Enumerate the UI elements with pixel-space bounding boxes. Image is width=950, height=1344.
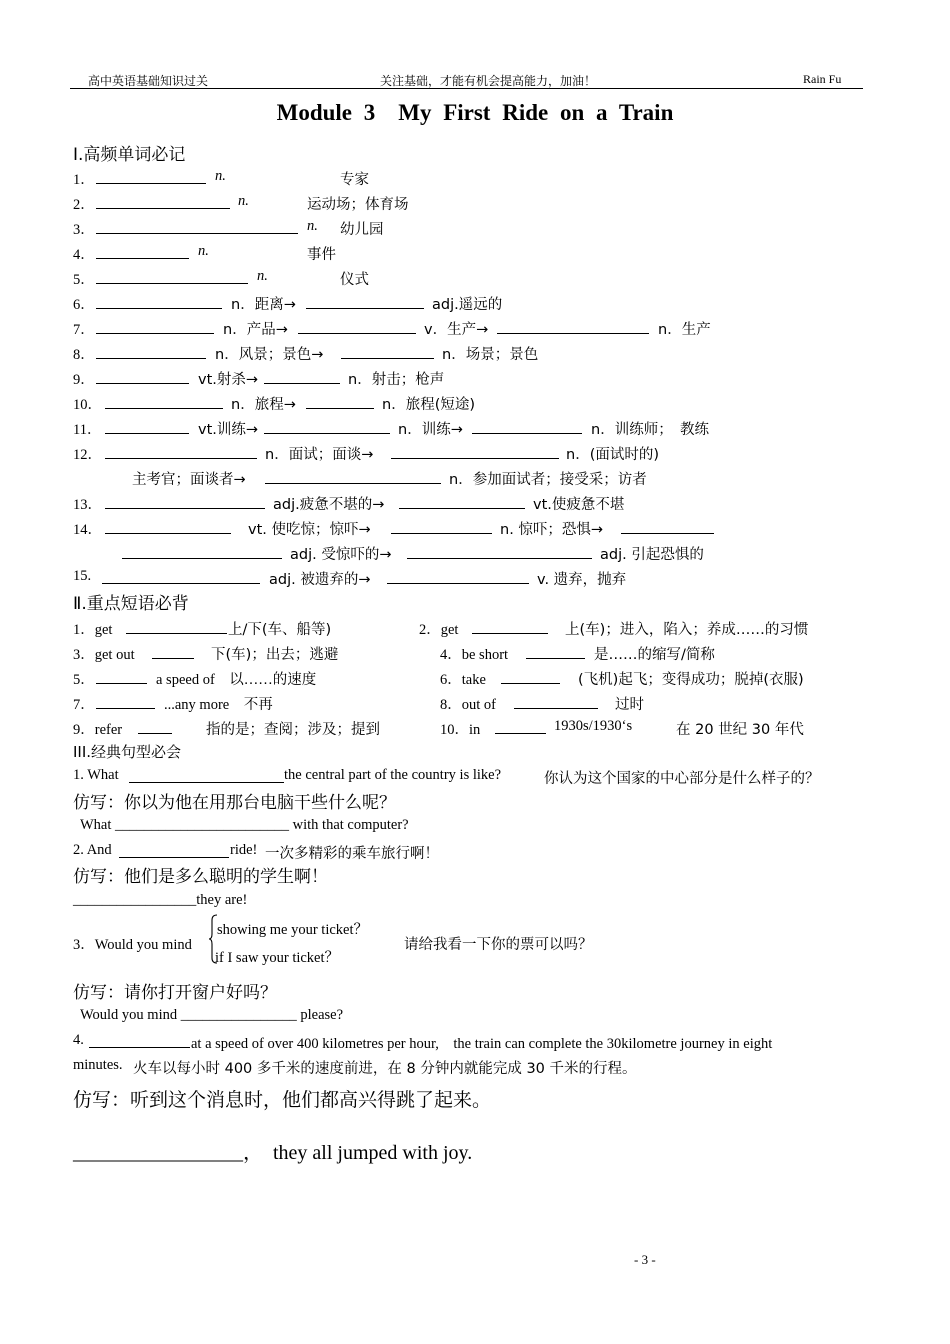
answer-blank [96,358,206,359]
answer-blank [495,733,546,734]
imitation-4-prompt: 仿写：听到这个消息时，他们都高兴得跳了起来。 [73,1089,492,1111]
vocab-num: 9． [73,372,95,388]
sentence-1-start: 1. What [73,767,119,783]
phrase-meaning: ...any more 不再 [164,697,273,713]
imitation-4-answer: _________________， they all jumped with joy. [73,1142,473,1164]
page-number: - 3 - [634,1252,656,1267]
phrase-meaning: 上(车)；进入，陷入；养成……的习惯 [565,622,809,638]
imitation-1-answer: What ________________________ with that computer? [80,817,409,833]
answer-blank [514,708,598,709]
sentence-2-translation: 一次多精彩的乘车旅行啊！ [265,846,439,862]
phrase-meaning: (飞机)起飞；变得成功；脱掉(衣服) [578,672,804,688]
answer-blank [306,408,374,409]
vocab-def: n．面试；面谈→ [265,447,374,463]
answer-blank [472,433,582,434]
vocab-def: n．射击；枪声 [348,372,445,388]
answer-blank [105,458,257,459]
header-right: Rain Fu [803,72,842,86]
vocab-num: 11． [73,422,102,438]
vocab-def: adj.疲惫不堪的→ [273,497,385,513]
answer-blank [122,558,282,559]
vocab-def: n．旅程(短途) [382,397,476,413]
sentence-4-rest: at a speed of over 400 kilometres per hour, the train can complete the 30kilometre journey in eight [191,1036,773,1052]
answer-blank [265,483,441,484]
answer-blank [102,583,260,584]
vocab-def: n. 惊吓；恐惧→ [500,522,604,538]
vocab-num: 6． [73,297,95,313]
imitation-2-answer: _________________they are! [73,892,248,908]
vocab-num: 14． [73,522,102,538]
vocab-pos: n. [215,168,226,184]
section-vocab-heading: Ⅰ.高频单词必记 [73,145,186,165]
sentence-1-translation: 你认为这个国家的中心部分是什么样子的？ [544,771,820,787]
answer-blank [138,733,172,734]
vocab-def: v. 遗弃，抛弃 [537,572,627,588]
answer-blank [621,533,714,534]
vocab-num: 7． [73,322,95,338]
answer-blank [501,683,560,684]
answer-blank [89,1047,190,1048]
sentence-4-translation: 火车以每小时 400 多千米的速度前进，在 8 分钟内就能完成 30 千米的行程。 [133,1061,637,1077]
phrase-meaning: 在 20 世纪 30 年代 [676,722,804,738]
vocab-def: adj.遥远的 [432,297,503,313]
phrase-meaning: 过时 [615,697,644,713]
phrase-prefix: 10．in [440,722,481,738]
vocab-def: n．参加面试者；接受采；访者 [449,472,647,488]
answer-blank [96,383,189,384]
answer-blank [399,508,525,509]
answer-blank [96,183,206,184]
phrase-prefix: 9．refer [73,722,123,738]
vocab-num: 1． [73,172,95,188]
answer-blank [298,333,416,334]
answer-blank [387,583,529,584]
phrase-meaning: 上/下(车、船等) [228,622,332,638]
vocab-num: 3． [73,222,95,238]
vocab-def: n．训练师； 教练 [591,422,709,438]
answer-blank [96,208,230,209]
vocab-def: vt.使疲惫不堪 [533,497,625,513]
answer-blank [105,433,189,434]
vocab-num: 10． [73,397,102,413]
vocab-meaning: 运动场；体育场 [307,197,409,213]
vocab-meaning: 专家 [340,172,369,188]
answer-blank [96,308,222,309]
vocab-def: vt.训练→ [198,422,259,438]
answer-blank [119,857,229,858]
phrase-meaning: 1930s/1930‘s [554,718,633,734]
vocab-meaning: 幼儿园 [340,222,384,238]
vocab-pos: n. [198,243,209,259]
header-rule [70,88,863,89]
vocab-def: n．生产 [658,322,711,338]
vocab-num: 8． [73,347,95,363]
vocab-def: v．生产→ [424,322,489,338]
vocab-meaning: 事件 [307,247,336,263]
sentence-1-rest: the central part of the country is like? [284,767,502,783]
answer-blank [96,333,214,334]
imitation-3-prompt: 仿写：请你打开窗户好吗？ [73,983,277,1003]
answer-blank [407,558,592,559]
vocab-pos: n. [238,193,249,209]
answer-blank [472,633,548,634]
phrase-meaning: 下(车)；出去；逃避 [211,647,339,663]
vocab-def: vt.射杀→ [198,372,259,388]
answer-blank [96,683,147,684]
vocab-def: 主考官；面谈者→ [132,472,246,488]
answer-blank [126,633,227,634]
page-title: Module 3 My First Ride on a Train [276,100,674,125]
imitation-2-prompt: 仿写：他们是多么聪明的学生啊！ [73,867,328,887]
answer-blank [264,383,340,384]
vocab-num: 5． [73,272,95,288]
vocab-def: n．风景；景色→ [215,347,324,363]
phrase-prefix: 6．take [440,672,486,688]
vocab-num: 13． [73,497,102,513]
answer-blank [129,782,284,783]
answer-blank [105,508,265,509]
vocab-def: adj. 受惊吓的→ [290,547,392,563]
phrase-meaning: 指的是；查阅；涉及；提到 [206,722,380,738]
vocab-num: 2． [73,197,95,213]
sentence-3-translation: 请给我看一下你的票可以吗？ [404,937,593,953]
sentence-2-start: 2. And [73,842,112,858]
sentence-3-option-2: if I saw your ticket？ [215,950,340,966]
imitation-1-prompt: 仿写：你以为他在用那台电脑干些什么呢？ [73,793,396,813]
phrase-prefix: 7． [73,697,95,713]
phrase-prefix: 5． [73,672,95,688]
vocab-def: adj. 引起恐惧的 [600,547,704,563]
answer-blank [341,358,434,359]
phrase-prefix: 1．get [73,622,113,638]
sentence-3-start: 3．Would you mind [73,937,192,953]
answer-blank [497,333,649,334]
vocab-num: 12． [73,447,102,463]
answer-blank [306,308,424,309]
vocab-def: n．旅程→ [231,397,296,413]
phrase-meaning: 是……的缩写/简称 [594,647,715,663]
answer-blank [96,283,248,284]
phrase-prefix: 2．get [419,622,459,638]
imitation-3-answer: Would you mind ________________ please? [80,1007,344,1023]
vocab-pos: n. [307,218,318,234]
vocab-def: n．产品→ [223,322,288,338]
answer-blank [96,708,155,709]
header-left: 高中英语基础知识过关 [88,74,209,88]
sentence-3-option-1: showing me your ticket？ [217,922,369,938]
answer-blank [105,408,223,409]
vocab-def: n．场景；景色 [442,347,539,363]
vocab-def: vt. 使吃惊；惊吓→ [248,522,371,538]
answer-blank [391,458,559,459]
vocab-num: 15. [73,568,92,584]
vocab-def: n．距离→ [231,297,296,313]
vocab-num: 4． [73,247,95,263]
section-phrases-heading: Ⅱ.重点短语必背 [73,594,189,614]
phrase-prefix: 3．get out [73,647,135,663]
vocab-meaning: 仪式 [340,272,369,288]
sentence-2-rest: ride! [230,842,258,858]
answer-blank [526,658,585,659]
phrase-prefix: 8．out of [440,697,496,713]
sentence-4-start: 4. [73,1032,84,1048]
vocab-def: adj. 被遗弃的→ [269,572,371,588]
phrase-prefix: 4．be short [440,647,509,663]
phrase-meaning: a speed of 以……的速度 [156,672,317,688]
vocab-def: n．训练→ [398,422,463,438]
answer-blank [391,533,492,534]
sentence-4-cont: minutes. [73,1057,123,1073]
header-center: 关注基础，才能有机会提高能力，加油！ [380,74,597,88]
answer-blank [152,658,194,659]
answer-blank [96,258,189,259]
section-sentences-heading: III.经典句型必会 [73,743,182,761]
answer-blank [96,233,298,234]
answer-blank [105,533,231,534]
vocab-def: n．(面试时的) [566,447,660,463]
vocab-pos: n. [257,268,268,284]
answer-blank [264,433,390,434]
